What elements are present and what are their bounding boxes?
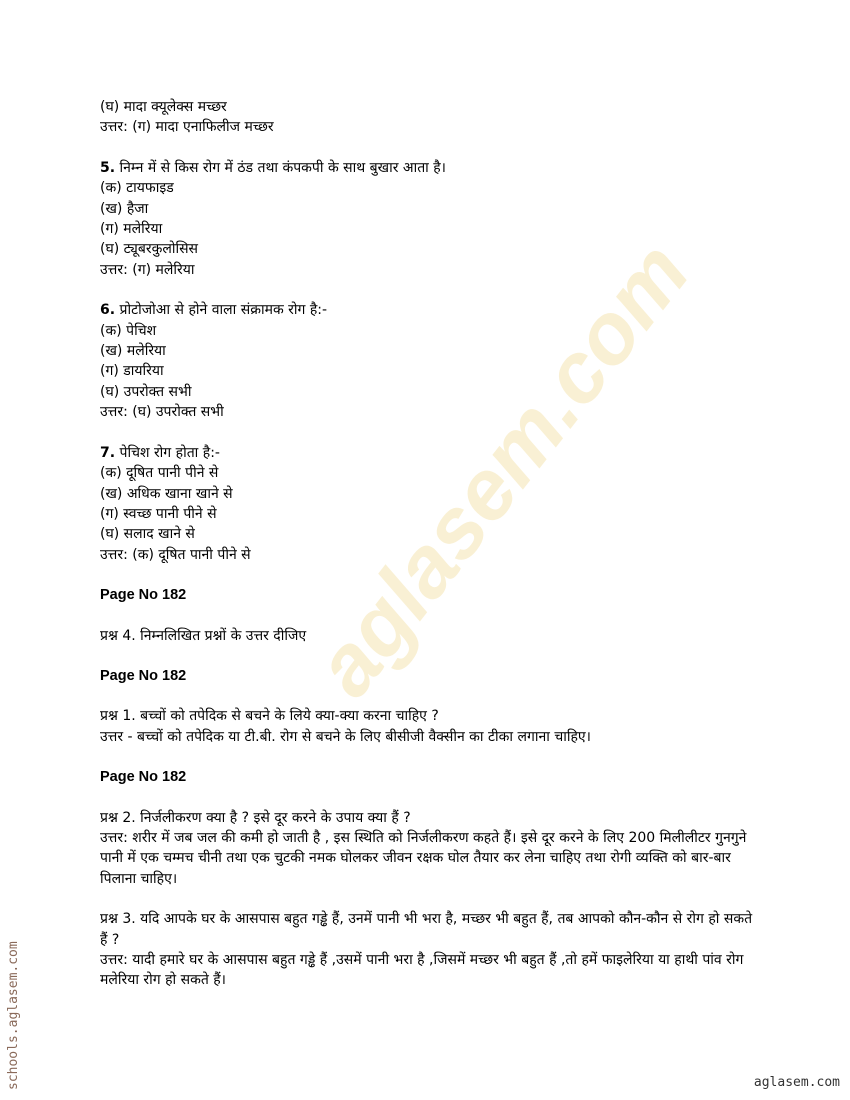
- answer-line: उत्तर: (ग) मलेरिया: [100, 261, 195, 278]
- option-c: (ग) स्वच्छ पानी पीने से: [100, 505, 217, 522]
- question-text: प्रोटोजोआ से होने वाला संक्रामक रोग है:-: [119, 302, 328, 319]
- question-number: 7.: [100, 444, 116, 461]
- question-number: 6.: [100, 302, 116, 319]
- long-question-3: [100, 909, 760, 950]
- page-number-label: Page No 182: [100, 769, 187, 786]
- question-5: [100, 158, 780, 178]
- long-question-1: [100, 706, 780, 726]
- question-6: [100, 300, 780, 320]
- option-d: (घ) उपरोक्त सभी: [100, 383, 192, 400]
- question-text: यदि आपके घर के आसपास बहुत गड्ढे हैं, उनमें पानी भी भरा है, मच्छर भी बहुत हैं, तब आपको कौन-कौन से रोग हो सकते हैं ?: [100, 911, 753, 948]
- section-heading: [100, 626, 780, 646]
- option-a: (क) पेचिश: [100, 322, 157, 339]
- option-c: (ग) मलेरिया: [100, 221, 163, 238]
- option-b: (ख) हैजा: [100, 200, 149, 217]
- option-c: (ग) डायरिया: [100, 363, 164, 380]
- option-a: (क) टायफाइड: [100, 180, 174, 197]
- section-prefix: प्रश्न 4.: [100, 627, 136, 644]
- side-url-text: schools.aglasem.com: [6, 941, 21, 1090]
- long-question-2: [100, 808, 780, 828]
- answer-paragraph: उत्तर - बच्चों को तपेदिक या टी.बी. रोग से बचने के लिए बीसीजी वैक्सीन का टीका लगाना चाहिए।: [100, 728, 591, 745]
- option-a: (क) दूषित पानी पीने से: [100, 465, 219, 482]
- answer-line: उत्तर: (क) दूषित पानी पीने से: [100, 546, 251, 563]
- question-7: [100, 443, 780, 463]
- question-prefix: प्रश्न 3.: [100, 911, 136, 928]
- answer-paragraph: उत्तर: यादी हमारे घर के आसपास बहुत गड्ढे हैं ,उसमें पानी भरा है ,जिसमें मच्छर भी बहुत हैं ,तो हमें फाइलेरिया या हाथी पांव रोग मलेरिया रोग हो सकते हैं।: [100, 952, 744, 989]
- option-d: (घ) मादा क्यूलेक्स मच्छर: [100, 99, 227, 115]
- page-number-label: Page No 182: [100, 667, 187, 684]
- question-number: 5.: [100, 159, 116, 176]
- document-page: [100, 97, 780, 991]
- option-d: (घ) ट्यूबरकुलोसिस: [100, 241, 199, 258]
- footer-url-text: aglasem.com: [753, 1075, 840, 1090]
- option-b: (ख) मलेरिया: [100, 343, 166, 360]
- answer-line: उत्तर: (ग) मादा एनाफिलीज मच्छर: [100, 119, 274, 136]
- option-b: (ख) अधिक खाना खाने से: [100, 485, 233, 502]
- question-text: बच्चों को तपेदिक से बचने के लिये क्या-क्या करना चाहिए ?: [135, 708, 439, 725]
- question-text: पेचिश रोग होता है:-: [119, 444, 220, 461]
- question-text: निर्जलीकरण क्या है ? इसे दूर करने के उपाय क्या हैं ?: [135, 809, 411, 826]
- question-prefix: प्रश्न 1.: [100, 708, 136, 725]
- question-text: निम्न में से किस रोग में ठंड तथा कंपकपी के साथ बुखार आता है।: [119, 159, 446, 176]
- page-number-label: Page No 182: [100, 587, 187, 604]
- answer-line: उत्तर: (घ) उपरोक्त सभी: [100, 404, 224, 421]
- option-d: (घ) सलाद खाने से: [100, 526, 195, 543]
- question-prefix: प्रश्न 2.: [100, 809, 136, 826]
- section-text: निम्नलिखित प्रश्नों के उत्तर दीजिए: [135, 627, 307, 644]
- answer-paragraph: उत्तर: शरीर में जब जल की कमी हो जाती है , इस स्थिति को निर्जलीकरण कहते हैं। इसे दूर करने के लिए 200 मिलीलीटर गुनगुने पानी में एक चम्मच चीनी तथा एक चुटकी नमक घोलकर जीवन रक्षक घोल तैयार कर लेना चाहिए तथा रोगी व्यक्ति को बार-बार पिलाना चाहिए।: [100, 829, 747, 887]
- watermark-text: aglasem.com: [296, 224, 708, 714]
